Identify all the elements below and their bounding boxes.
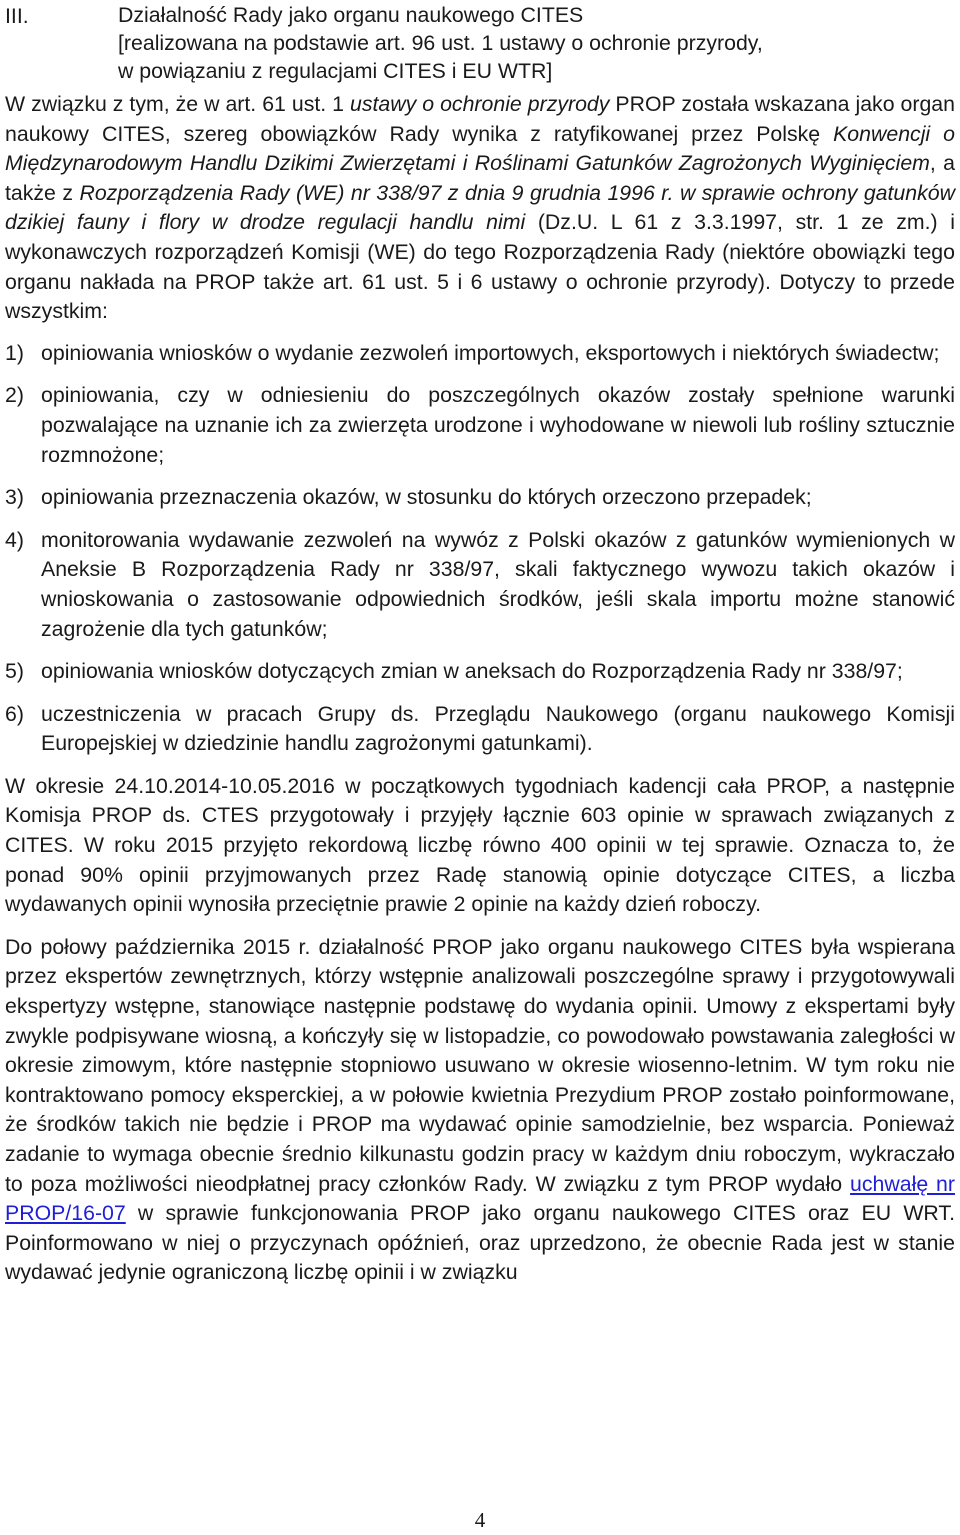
list-item: 2) opiniowania, czy w odniesieniu do poszczególnych okazów zostały spełnione warunki pozwalające na uznanie ich za zwierzęta urodzone i wyhodowane w niewoli lub rośliny sztucznie rozmnożone;: [5, 383, 955, 467]
p3-text-b: w sprawie funkcjonowania PROP jako organu naukowego CITES oraz EU WRT. Poinformowano w niej o przyczynach opóźnień, oraz uprzedzono, że obecnie Rada jest w stanie wydawać jedynie ograniczoną liczbę opinii i w związku: [5, 1201, 955, 1285]
section-title: [118, 1, 763, 85]
list-item: 6) uczestniczenia w pracach Grupy ds. Przeglądu Naukowego (organu naukowego Komisji Europejskiej w dziedzinie handlu zagrożonymi gatunkami).: [5, 701, 955, 756]
p1-italic-act: ustawy o ochronie przyrody: [350, 92, 610, 116]
p1-italic-regulation: Rozporządzenia Rady (WE) nr 338/97 z dnia 9 grudnia 1996 r. w sprawie ochrony gatunków dzikiej fauny i flory w drodze regulacji handlu nimi: [5, 180, 955, 235]
section-number: III.: [5, 4, 29, 28]
section-title-line1: Działalność Rady jako organu naukowego CITES: [118, 3, 584, 27]
paragraph-opinion-stats: W okresie 24.10.2014-10.05.2016 w początkowych tygodniach kadencji cała PROP, a następnie Komisja PROP ds. CTES przygotowały i przyjęły łącznie 603 opinie w sprawach związanych z CITES. W roku 2015 przyjęto rekordową liczbę równo 400 opinii w tej sprawie. Oznacza to, że ponad 90% opinii przyjmowanych przez Radę stanowią opinie dotyczące CITES, a liczba wydawanych opinii wynosiła przeciętnie prawie 2 opinie na każdy dzień roboczy.: [5, 773, 955, 917]
list-item: 5) opiniowania wniosków dotyczących zmian w aneksach do Rozporządzenia Rady nr 338/97;: [5, 659, 903, 684]
section-heading: [5, 0, 955, 90]
list-item: 3) opiniowania przeznaczenia okazów, w stosunku do których orzeczono przepadek;: [5, 485, 812, 510]
page-number: 4: [474, 1508, 486, 1532]
duties-list: [5, 339, 955, 759]
document-page: [5, 0, 955, 1288]
p1-text-c: PROP została wskazana jako organ naukowy CITES, szereg obowiązków Rady wynika z ratyfikowanej przez Polskę: [5, 92, 955, 146]
p1-text-a: W związku z tym, że w art. 61 ust. 1: [5, 92, 350, 116]
section-title-line2: [realizowana na podstawie art. 96 ust. 1 ustawy o ochronie przyrody,: [118, 31, 763, 55]
p3-text-a: Do połowy października 2015 r. działalność PROP jako organu naukowego CITES była wspierana przez ekspertów zewnętrznych, którzy wstępnie analizowali poszczególne sprawy i przygotowywali ekspertyzy wstępne, stanowiące następnie podstawę do wydania opinii. Umowy z ekspertami były zwykle podpisywane wiosną, a kończyły się w listopadzie, co powodowało powstawania zaległości w okresie zimowym, które następnie stopniowo usuwano w okresie wiosenno-letnim. W tym roku nie kontraktowano pomocy eksperckiej, a w połowie kwietnia Prezydium PROP zostało poinformowane, że środków takich nie będzie i PROP ma wydawać opinie samodzielnie, bez wsparcia. Ponieważ zadanie to wymaga obecnie średnio kilkunastu godzin pracy w każdym dniu roboczym, wykraczało to poza możliwości nieodpłatnej pracy członków Rady. W związku z tym PROP wydało: [5, 934, 955, 1196]
p1-italic-convention: Konwencji o Międzynarodowym Handlu Dzikimi Zwierzętami i Roślinami Gatunków Zagrożonych Wyginięciem: [5, 121, 955, 176]
p1-text-g: (Dz.U. L 61 z 3.3.1997, str. 1 ze zm.) i wykonawczych rozporządzeń Komisji (WE) do tego Rozporządzenia Rady (niektóre obowiązki tego organu nakłada na PROP także art. 61 ust. 5 i 6 ustawy o ochronie przyrody). Dotyczy to przede wszystkim:: [5, 210, 956, 324]
list-item: 4) monitorowania wydawanie zezwoleń na wywóz z Polski okazów z gatunków wymienionych w Aneksie B Rozporządzenia Rady nr 338/97, skali faktycznego wywozu takich okazów i wnioskowania o zastosowanie odpowiednich środków, jeśli skala importu możne stanowić zagrożenie dla tych gatunków;: [5, 527, 955, 641]
resolution-link[interactable]: uchwałę nr PROP/16-07: [5, 1171, 955, 1226]
paragraph-expert-support: [5, 933, 955, 1288]
section-title-line3: w powiązaniu z regulacjami CITES i EU WTR]: [118, 59, 553, 83]
list-item: 1) opiniowania wniosków o wydanie zezwoleń importowych, eksportowych i niektórych świadectw;: [5, 340, 940, 365]
p1-text-e: , a także z: [5, 151, 955, 205]
paragraph-legal-basis: [5, 90, 955, 327]
